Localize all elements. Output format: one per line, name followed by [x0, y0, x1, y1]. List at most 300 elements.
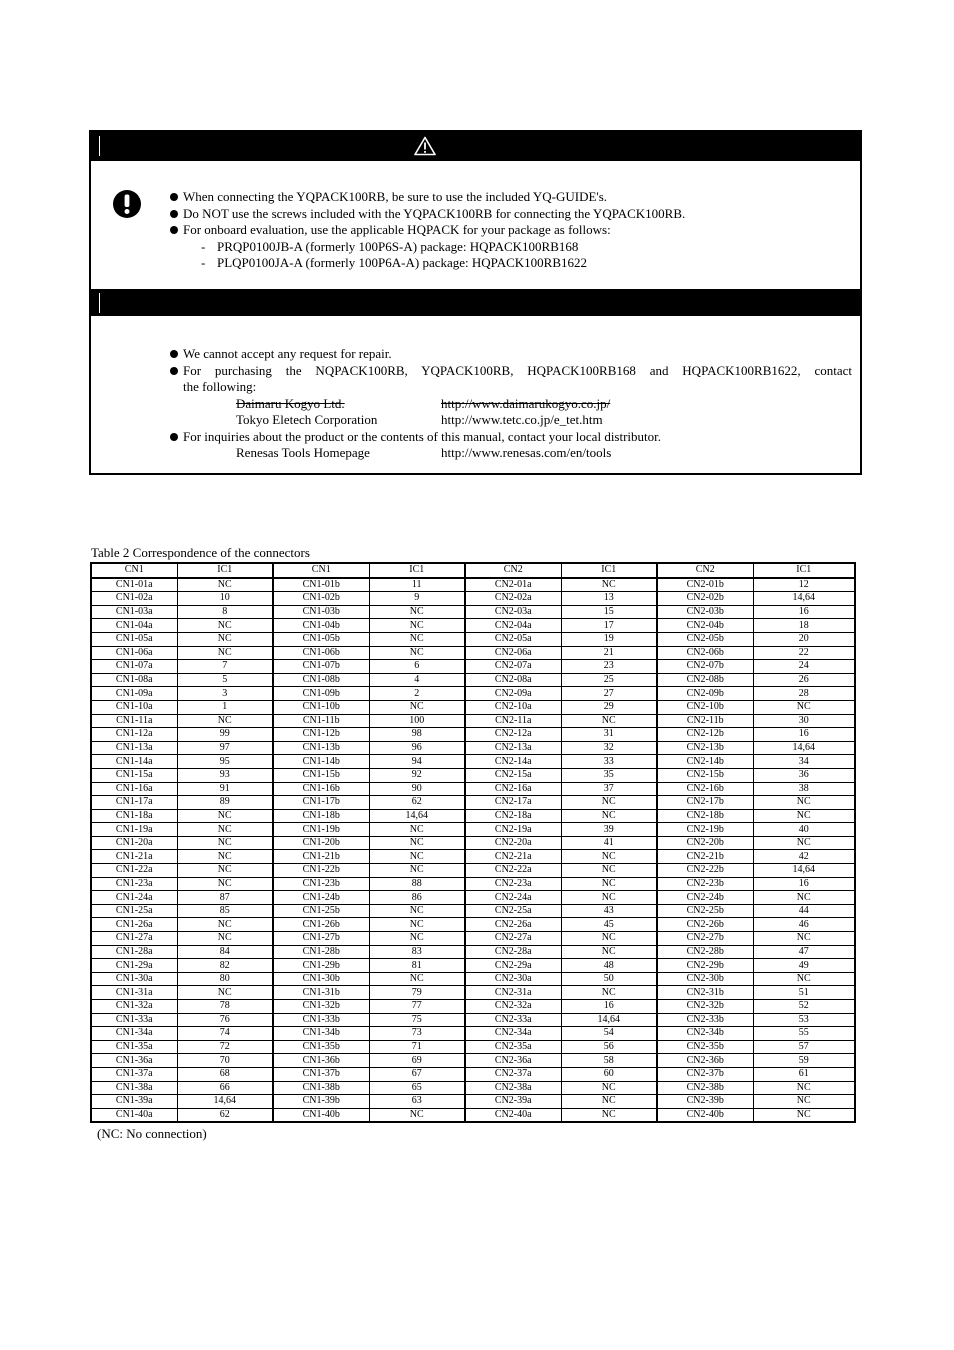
table-cell: 37: [561, 782, 657, 796]
table-row: [91, 959, 855, 973]
table-cell: 55: [753, 1027, 855, 1041]
table-cell: CN2-11b: [657, 714, 753, 728]
homepage-row: [169, 445, 852, 462]
table-cell: CN1-23a: [91, 877, 177, 891]
table-cell: NC: [177, 809, 273, 823]
table-cell: CN2-38b: [657, 1081, 753, 1095]
column-header: IC1: [177, 563, 273, 578]
table-row: [91, 714, 855, 728]
table-cell: 49: [753, 959, 855, 973]
table-cell: 27: [561, 687, 657, 701]
table-cell: CN1-23b: [273, 877, 369, 891]
table-row: [91, 972, 855, 986]
table-note: (NC: No connection): [97, 1126, 207, 1141]
table-cell: CN2-27b: [657, 932, 753, 946]
table-cell: CN1-16a: [91, 782, 177, 796]
table-cell: CN2-38a: [465, 1081, 561, 1095]
table-cell: CN2-04b: [657, 619, 753, 633]
table-cell: CN2-29a: [465, 959, 561, 973]
table-cell: 14,64: [177, 1095, 273, 1109]
table-row: [91, 578, 855, 592]
table-cell: 23: [561, 660, 657, 674]
table-cell: CN2-20b: [657, 836, 753, 850]
table-cell: CN1-16b: [273, 782, 369, 796]
table-row: [91, 782, 855, 796]
table-cell: CN1-22b: [273, 864, 369, 878]
table-cell: 2: [369, 687, 465, 701]
table-cell: NC: [369, 918, 465, 932]
table-cell: NC: [369, 632, 465, 646]
table-row: [91, 1027, 855, 1041]
table-cell: 40: [753, 823, 855, 837]
table-cell: CN1-35a: [91, 1040, 177, 1054]
table-cell: CN2-30a: [465, 972, 561, 986]
table-cell: CN2-19b: [657, 823, 753, 837]
table-cell: 57: [753, 1040, 855, 1054]
table-cell: CN2-18b: [657, 809, 753, 823]
table-cell: NC: [561, 986, 657, 1000]
table-cell: 80: [177, 972, 273, 986]
table-cell: NC: [369, 904, 465, 918]
column-header: IC1: [369, 563, 465, 578]
table-cell: 30: [753, 714, 855, 728]
table-cell: 14,64: [753, 592, 855, 606]
table-cell: 92: [369, 768, 465, 782]
table-cell: CN1-05a: [91, 632, 177, 646]
table-cell: CN1-18b: [273, 809, 369, 823]
table-cell: 71: [369, 1040, 465, 1054]
table-cell: 4: [369, 673, 465, 687]
table-cell: CN1-01b: [273, 578, 369, 592]
table-cell: CN1-30b: [273, 972, 369, 986]
table-cell: 96: [369, 741, 465, 755]
table-cell: CN1-24a: [91, 891, 177, 905]
column-header: CN1: [273, 563, 369, 578]
table-cell: 6: [369, 660, 465, 674]
table-cell: CN2-05b: [657, 632, 753, 646]
table-cell: 74: [177, 1027, 273, 1041]
table-cell: 29: [561, 700, 657, 714]
table-cell: CN1-10a: [91, 700, 177, 714]
table-cell: CN1-28a: [91, 945, 177, 959]
table-cell: CN1-01a: [91, 578, 177, 592]
table-cell: 31: [561, 728, 657, 742]
table-cell: 51: [753, 986, 855, 1000]
table-cell: 95: [177, 755, 273, 769]
table-cell: CN1-31a: [91, 986, 177, 1000]
table-cell: 90: [369, 782, 465, 796]
sub-list-item: - PLQP0100JA-A (formerly 100P6A-A) package: HQPACK100RB1622: [201, 255, 588, 270]
table-row: [91, 796, 855, 810]
table-cell: NC: [369, 972, 465, 986]
table-row: [91, 673, 855, 687]
table-cell: CN1-29b: [273, 959, 369, 973]
table-cell: NC: [177, 619, 273, 633]
column-header: IC1: [561, 563, 657, 578]
table-cell: NC: [561, 809, 657, 823]
table-cell: 45: [561, 918, 657, 932]
table-cell: 9: [369, 592, 465, 606]
table-cell: CN2-01b: [657, 578, 753, 592]
column-header: CN2: [465, 563, 561, 578]
table-cell: CN1-08b: [273, 673, 369, 687]
table-cell: 56: [561, 1040, 657, 1054]
table-cell: CN1-26a: [91, 918, 177, 932]
table-cell: 28: [753, 687, 855, 701]
table-cell: CN1-04a: [91, 619, 177, 633]
table-cell: 54: [561, 1027, 657, 1041]
list-item: For onboard evaluation, use the applicable HQPACK for your package as follows:: [169, 222, 852, 239]
table-row: [91, 1054, 855, 1068]
table-cell: 10: [177, 592, 273, 606]
column-header: IC1: [753, 563, 855, 578]
table-cell: NC: [177, 578, 273, 592]
table-cell: CN1-12b: [273, 728, 369, 742]
table-row: [91, 1067, 855, 1081]
contact-url[interactable]: http://www.tetc.co.jp/e_tet.htm: [441, 412, 603, 427]
table-cell: CN2-40b: [657, 1108, 753, 1122]
table-cell: CN1-15b: [273, 768, 369, 782]
table-cell: CN1-05b: [273, 632, 369, 646]
table-cell: NC: [177, 932, 273, 946]
table-cell: CN1-07a: [91, 660, 177, 674]
table-cell: CN1-03b: [273, 605, 369, 619]
table-cell: 87: [177, 891, 273, 905]
connector-correspondence-table: [90, 562, 856, 1123]
table-cell: NC: [177, 714, 273, 728]
table-cell: CN2-23b: [657, 877, 753, 891]
table-cell: CN1-11b: [273, 714, 369, 728]
table-cell: 85: [177, 904, 273, 918]
table-cell: 66: [177, 1081, 273, 1095]
table-cell: NC: [561, 932, 657, 946]
table-cell: CN2-18a: [465, 809, 561, 823]
table-row: [91, 877, 855, 891]
table-cell: CN2-24a: [465, 891, 561, 905]
table-cell: CN1-39a: [91, 1095, 177, 1109]
table-cell: 69: [369, 1054, 465, 1068]
table-cell: CN2-17b: [657, 796, 753, 810]
table-cell: CN1-27b: [273, 932, 369, 946]
table-cell: NC: [369, 864, 465, 878]
table-cell: CN2-08b: [657, 673, 753, 687]
bullet-dot-icon: [170, 367, 178, 375]
table-cell: 14,64: [561, 1013, 657, 1027]
table-cell: CN1-10b: [273, 700, 369, 714]
table-cell: CN1-12a: [91, 728, 177, 742]
table-cell: 35: [561, 768, 657, 782]
table-row: [91, 687, 855, 701]
table-cell: 41: [561, 836, 657, 850]
table-cell: 14,64: [753, 741, 855, 755]
table-cell: CN2-16b: [657, 782, 753, 796]
table-cell: NC: [561, 1095, 657, 1109]
table-cell: 67: [369, 1067, 465, 1081]
table-cell: CN2-05a: [465, 632, 561, 646]
table-cell: 32: [561, 741, 657, 755]
table-cell: CN2-33b: [657, 1013, 753, 1027]
list-item: Do NOT use the screws included with the YQPACK100RB for connecting the YQPACK100RB.: [169, 206, 852, 223]
table-cell: CN1-37a: [91, 1067, 177, 1081]
table-cell: CN2-09a: [465, 687, 561, 701]
table-cell: 81: [369, 959, 465, 973]
table-cell: CN2-02b: [657, 592, 753, 606]
table-row: [91, 728, 855, 742]
table-cell: 77: [369, 1000, 465, 1014]
table-cell: CN2-35a: [465, 1040, 561, 1054]
table-cell: NC: [177, 646, 273, 660]
table-cell: CN2-27a: [465, 932, 561, 946]
table-row: [91, 741, 855, 755]
table-cell: 16: [753, 728, 855, 742]
table-cell: NC: [753, 700, 855, 714]
table-cell: CN2-06a: [465, 646, 561, 660]
table-cell: CN2-21b: [657, 850, 753, 864]
list-item: For inquiries about the product or the contents of this manual, contact your local distributor.: [169, 429, 852, 446]
table-cell: 16: [753, 605, 855, 619]
table-row: [91, 904, 855, 918]
exclamation-circle-icon: [112, 189, 142, 219]
table-cell: CN1-19b: [273, 823, 369, 837]
sub-list-item: - PRQP0100JB-A (formerly 100P6S-A) package: HQPACK100RB168: [201, 238, 579, 254]
table-cell: CN2-15b: [657, 768, 753, 782]
table-cell: 61: [753, 1067, 855, 1081]
table-cell: CN2-26a: [465, 918, 561, 932]
table-cell: CN1-18a: [91, 809, 177, 823]
contact-row: [169, 396, 852, 413]
table-cell: CN2-22a: [465, 864, 561, 878]
table-cell: 89: [177, 796, 273, 810]
table-cell: NC: [753, 1095, 855, 1109]
table-cell: 16: [753, 877, 855, 891]
table-row: [91, 755, 855, 769]
contact-name: Daimaru Kogyo Ltd.: [236, 395, 345, 411]
table-cell: CN1-40a: [91, 1108, 177, 1122]
table-cell: CN2-26b: [657, 918, 753, 932]
table-row: [91, 700, 855, 714]
table-cell: CN2-32b: [657, 1000, 753, 1014]
table-cell: CN1-40b: [273, 1108, 369, 1122]
table-cell: CN1-03a: [91, 605, 177, 619]
table-cell: 99: [177, 728, 273, 742]
table-cell: CN2-23a: [465, 877, 561, 891]
table-cell: CN1-17b: [273, 796, 369, 810]
table-cell: CN1-27a: [91, 932, 177, 946]
table-row: [91, 1081, 855, 1095]
table-cell: 17: [561, 619, 657, 633]
column-header: CN1: [91, 563, 177, 578]
bullet-dot-icon: [170, 433, 178, 441]
table-cell: CN2-16a: [465, 782, 561, 796]
table-cell: 14,64: [369, 809, 465, 823]
list-item: We cannot accept any request for repair.: [169, 346, 852, 363]
table-cell: CN2-15a: [465, 768, 561, 782]
table-cell: CN2-31b: [657, 986, 753, 1000]
table-cell: CN2-10a: [465, 700, 561, 714]
table-cell: NC: [753, 972, 855, 986]
table-cell: CN2-36b: [657, 1054, 753, 1068]
table-cell: 58: [561, 1054, 657, 1068]
table-cell: NC: [561, 864, 657, 878]
table-cell: 76: [177, 1013, 273, 1027]
table-cell: NC: [561, 796, 657, 810]
table-cell: CN2-02a: [465, 592, 561, 606]
table-cell: 88: [369, 877, 465, 891]
contact-name: Tokyo Eletech Corporation: [236, 412, 378, 427]
table-cell: 22: [753, 646, 855, 660]
table-cell: CN1-09a: [91, 687, 177, 701]
table-cell: CN2-20a: [465, 836, 561, 850]
contact-url[interactable]: http://www.daimarukogyo.co.jp/: [441, 395, 611, 411]
table-cell: CN1-21b: [273, 850, 369, 864]
table-cell: CN1-21a: [91, 850, 177, 864]
table-cell: NC: [369, 932, 465, 946]
table-cell: CN2-28b: [657, 945, 753, 959]
table-caption: Table 2 Correspondence of the connectors: [91, 545, 310, 560]
table-cell: 16: [561, 1000, 657, 1014]
table-cell: CN2-13a: [465, 741, 561, 755]
table-cell: NC: [369, 646, 465, 660]
caution-header-bar: [91, 132, 860, 161]
table-cell: 24: [753, 660, 855, 674]
table-cell: 72: [177, 1040, 273, 1054]
table-cell: NC: [369, 836, 465, 850]
table-cell: CN1-14a: [91, 755, 177, 769]
table-cell: CN2-40a: [465, 1108, 561, 1122]
table-cell: NC: [369, 1108, 465, 1122]
table-cell: 86: [369, 891, 465, 905]
table-cell: 68: [177, 1067, 273, 1081]
table-cell: 18: [753, 619, 855, 633]
table-cell: CN1-31b: [273, 986, 369, 1000]
table-cell: CN1-04b: [273, 619, 369, 633]
table-cell: 70: [177, 1054, 273, 1068]
table-cell: NC: [177, 918, 273, 932]
table-cell: 59: [753, 1054, 855, 1068]
warning-triangle-icon: [414, 136, 436, 156]
table-cell: 52: [753, 1000, 855, 1014]
table-cell: 73: [369, 1027, 465, 1041]
table-cell: CN1-33b: [273, 1013, 369, 1027]
table-cell: CN1-30a: [91, 972, 177, 986]
table-cell: CN1-20b: [273, 836, 369, 850]
table-cell: CN1-32b: [273, 1000, 369, 1014]
table-cell: CN2-06b: [657, 646, 753, 660]
contact-row: [169, 412, 852, 429]
table-row: [91, 891, 855, 905]
table-cell: CN2-08a: [465, 673, 561, 687]
table-row: [91, 592, 855, 606]
table-cell: 63: [369, 1095, 465, 1109]
table-cell: CN2-11a: [465, 714, 561, 728]
table-cell: CN2-12b: [657, 728, 753, 742]
table-cell: CN1-02b: [273, 592, 369, 606]
table-cell: CN2-39a: [465, 1095, 561, 1109]
table-cell: CN2-28a: [465, 945, 561, 959]
table-cell: 84: [177, 945, 273, 959]
table-row: [91, 646, 855, 660]
table-cell: 48: [561, 959, 657, 973]
table-cell: NC: [753, 891, 855, 905]
homepage-url[interactable]: http://www.renesas.com/en/tools: [441, 445, 612, 460]
table-cell: CN2-14b: [657, 755, 753, 769]
table-row: [91, 809, 855, 823]
table-row: [91, 1000, 855, 1014]
table-cell: CN2-37b: [657, 1067, 753, 1081]
table-cell: CN1-29a: [91, 959, 177, 973]
table-cell: CN1-32a: [91, 1000, 177, 1014]
table-cell: CN2-09b: [657, 687, 753, 701]
table-cell: 75: [369, 1013, 465, 1027]
table-cell: CN2-31a: [465, 986, 561, 1000]
table-cell: CN2-34a: [465, 1027, 561, 1041]
table-cell: CN2-32a: [465, 1000, 561, 1014]
table-cell: 21: [561, 646, 657, 660]
table-cell: NC: [369, 605, 465, 619]
table-cell: CN1-15a: [91, 768, 177, 782]
table-cell: CN2-03a: [465, 605, 561, 619]
table-cell: CN1-39b: [273, 1095, 369, 1109]
table-cell: CN1-35b: [273, 1040, 369, 1054]
table-cell: CN2-12a: [465, 728, 561, 742]
table-cell: CN1-07b: [273, 660, 369, 674]
table-cell: 36: [753, 768, 855, 782]
table-cell: CN1-37b: [273, 1067, 369, 1081]
table-cell: CN1-38b: [273, 1081, 369, 1095]
table-cell: CN1-34a: [91, 1027, 177, 1041]
caution-box: [89, 130, 862, 475]
table-cell: NC: [753, 809, 855, 823]
table-row: [91, 660, 855, 674]
table-cell: CN2-17a: [465, 796, 561, 810]
table-cell: 47: [753, 945, 855, 959]
table-cell: CN1-26b: [273, 918, 369, 932]
precautions-section: [169, 189, 852, 272]
table-row: [91, 864, 855, 878]
table-cell: CN2-07a: [465, 660, 561, 674]
table-cell: NC: [369, 823, 465, 837]
table-cell: CN1-19a: [91, 823, 177, 837]
table-cell: CN1-14b: [273, 755, 369, 769]
table-cell: 44: [753, 904, 855, 918]
table-cell: CN2-35b: [657, 1040, 753, 1054]
table-cell: 98: [369, 728, 465, 742]
table-cell: CN1-09b: [273, 687, 369, 701]
table-cell: NC: [561, 1081, 657, 1095]
table-cell: NC: [369, 619, 465, 633]
table-cell: CN2-25a: [465, 904, 561, 918]
table-row: [91, 1095, 855, 1109]
table-cell: NC: [177, 632, 273, 646]
table-cell: 100: [369, 714, 465, 728]
table-cell: NC: [561, 877, 657, 891]
table-cell: NC: [177, 836, 273, 850]
table-cell: CN2-19a: [465, 823, 561, 837]
table-cell: NC: [753, 1108, 855, 1122]
table-cell: CN1-06b: [273, 646, 369, 660]
table-cell: CN1-34b: [273, 1027, 369, 1041]
table-cell: NC: [753, 932, 855, 946]
table-cell: 42: [753, 850, 855, 864]
table-cell: NC: [177, 823, 273, 837]
table-row: [91, 932, 855, 946]
table-row: [91, 836, 855, 850]
bullet-dot-icon: [170, 193, 178, 201]
table-cell: NC: [753, 796, 855, 810]
table-cell: CN1-25b: [273, 904, 369, 918]
table-cell: CN2-21a: [465, 850, 561, 864]
table-cell: CN1-24b: [273, 891, 369, 905]
